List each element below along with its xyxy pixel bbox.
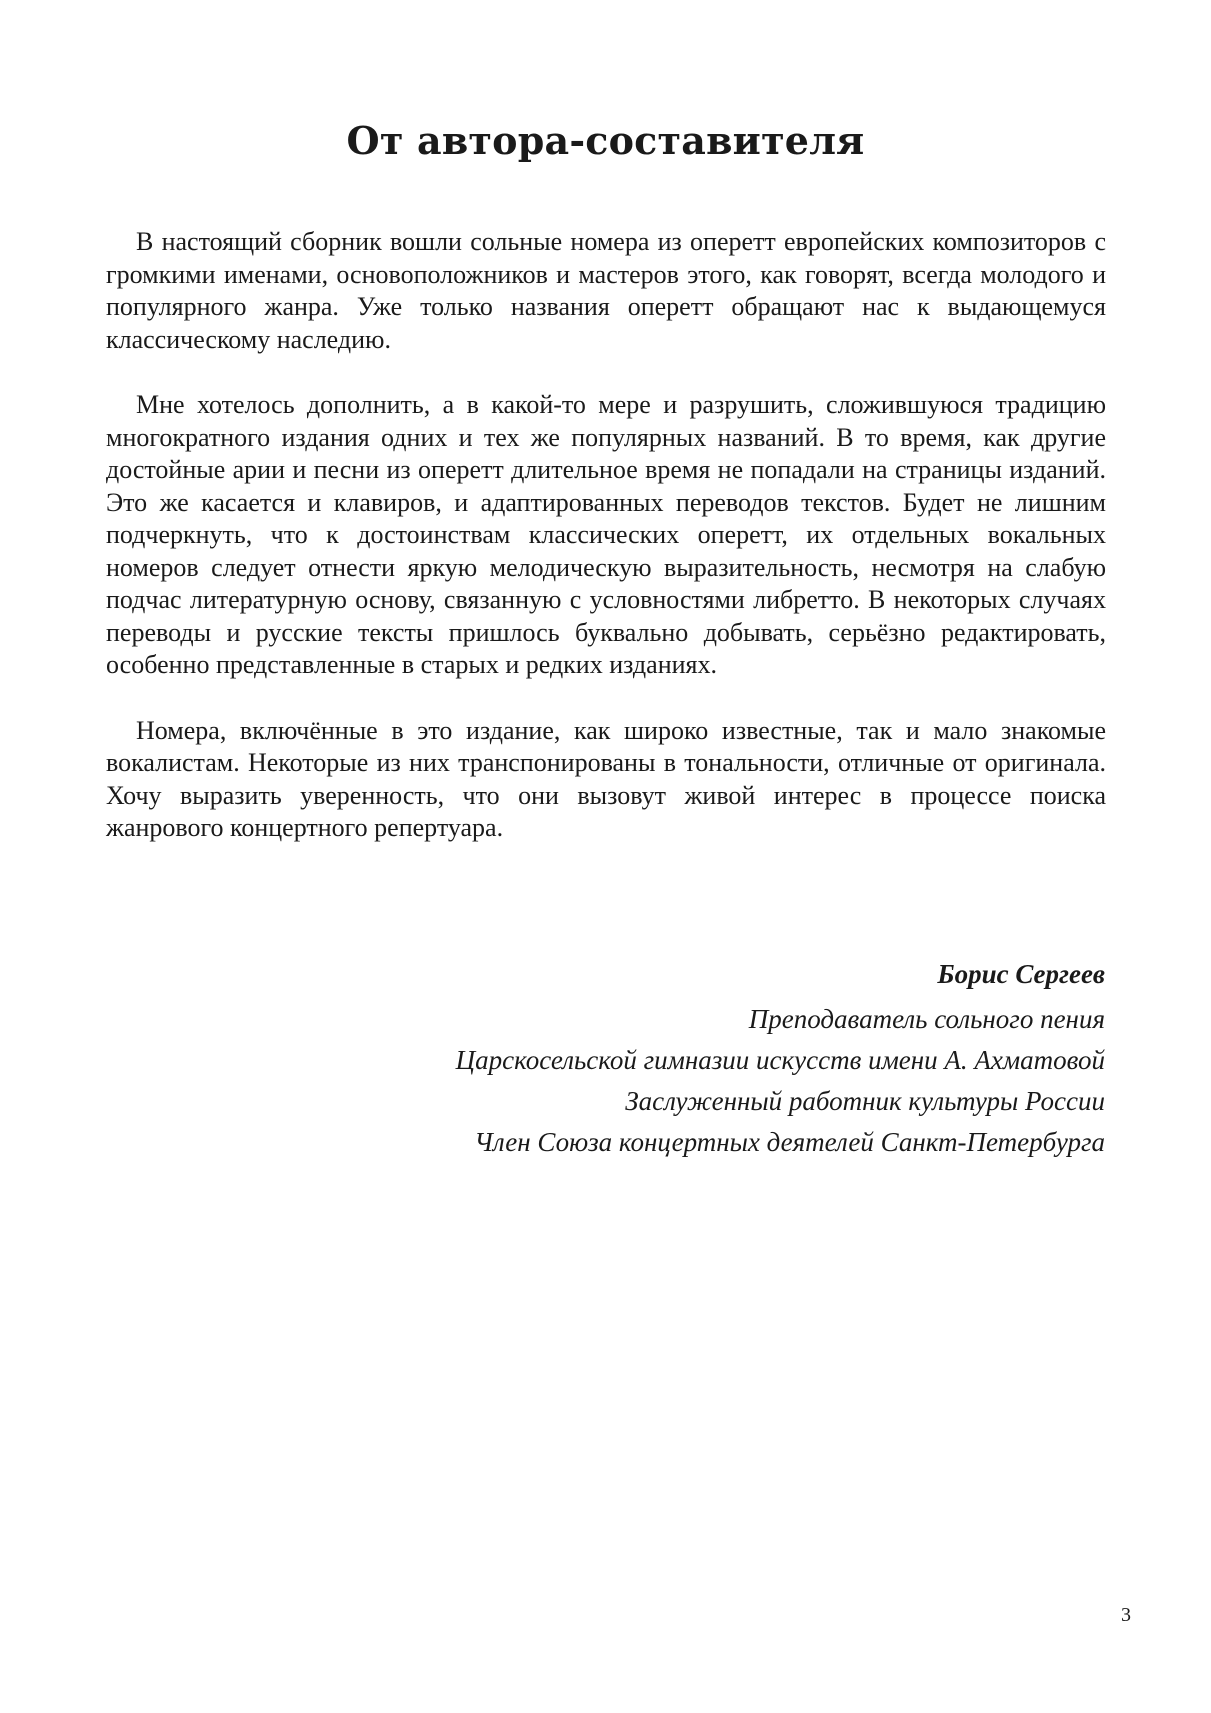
author-title: Заслуженный работник культуры России — [625, 1086, 1105, 1116]
page-number: 3 — [1121, 1604, 1131, 1626]
paragraph-1: В настоящий сборник вошли сольные номера из оперетт европейских композиторов с громкими именами, основоположников и мастеров этого, как говорят, всегда молодого и популярного жанра. Уже только названия оперетт обращают нас к выдающемуся классическому наследию. — [106, 227, 1106, 354]
author-membership: Член Союза концертных деятелей Санкт-Петербурга — [474, 1127, 1105, 1157]
author-institution: Царскосельской гимназии искусств имени А. Ахматовой — [455, 1045, 1105, 1075]
paragraph-3: Номера, включённые в это издание, как широко известные, так и мало знакомые вокалистам. Некоторые из них транспонированы в тональности, отличные от оригинала. Хочу выразить уверенность, что они вызовут живой интерес в процессе поиска жанрового концертного репертуара. — [106, 715, 1106, 842]
paragraph-2: Мне хотелось дополнить, а в какой-то мере и разрушить, сложившуюся традицию многократного издания одних и тех же популярных названий. В то время, как другие достойные арии и песни из оперетт длительное время не попадали на страницы изданий. Это же касается и клавиров, и адаптированных переводов текстов. Будет не лишним подчеркнуть, что к достоинствам классических оперетт, их отдельных вокальных номеров следует отнести яркую мелодическую выразительность, несмотря на слабую подчас литературную основу, связанную с условностями либретто. В некоторых случаях переводы и русские тексты пришлось буквально добывать, серьёзно редактировать, особенно представленные в старых и редких изданиях. — [106, 390, 1106, 679]
author-name: Борис Сергеев — [937, 959, 1105, 989]
body-text — [106, 226, 1106, 878]
signature-block — [456, 954, 1105, 1163]
author-position: Преподаватель сольного пения — [748, 1004, 1105, 1034]
page-title: От автора-составителя — [346, 118, 865, 163]
